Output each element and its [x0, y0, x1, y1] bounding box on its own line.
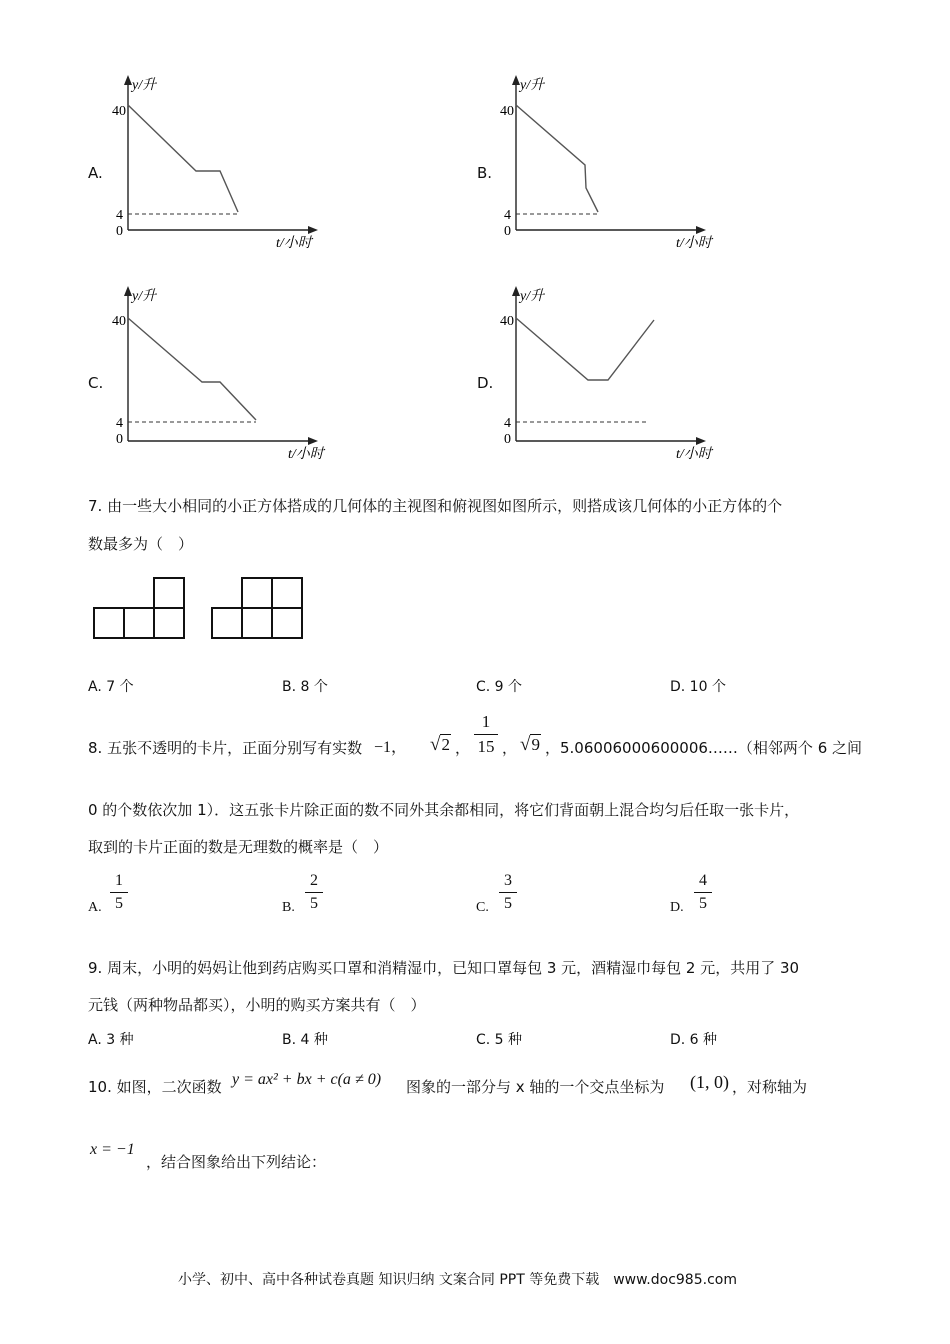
q10-text-prefix: 10. 如图，二次函数: [88, 1078, 222, 1096]
q8-choice-b-fraction: 2 5: [305, 872, 323, 913]
q9-text-line2: 元钱（两种物品都买），小明的购买方案共有（ ）: [88, 996, 426, 1014]
graph-option-c: [110, 283, 330, 468]
q8-choice-a-fraction: 1 5: [110, 872, 128, 913]
q8-text-prefix: 8. 五张不透明的卡片，正面分别写有实数: [88, 739, 363, 757]
y-axis-label: y/升: [132, 289, 157, 304]
front-view: [94, 578, 184, 638]
y-axis-label: y/升: [520, 78, 545, 93]
q9-text-line1: 9. 周末，小明的妈妈让他到药店购买口罩和消精湿巾，已知口罩每包 3 元，酒精湿巾每包 2 元，共用了 30: [88, 959, 800, 977]
graph-option-b: [498, 72, 718, 257]
origin-label: 0: [116, 224, 123, 239]
q8-neg-one: −1，: [374, 739, 408, 756]
q9-choice-c: C. 5 种: [476, 1032, 523, 1048]
q10-point: (1, 0): [690, 1072, 729, 1092]
origin-label: 0: [504, 432, 511, 447]
t-axis-label: t/小时: [288, 447, 324, 462]
graph-option-a: [110, 72, 330, 257]
t-axis-label: t/小时: [276, 236, 312, 251]
t-axis-label: t/小时: [676, 236, 712, 251]
tick-4: 4: [504, 416, 511, 431]
tick-40: 40: [112, 104, 126, 119]
q7-choice-a: A. 7 个: [88, 679, 134, 695]
q10-axis: x = −1: [90, 1141, 135, 1158]
option-c-label: C.: [88, 374, 104, 392]
q8-choice-b-letter: B.: [282, 900, 295, 915]
q8-choice-d-fraction: 4 5: [694, 872, 712, 913]
q10-text-end: ，对称轴为: [732, 1078, 808, 1096]
q7-text-line2: 数最多为（ ）: [88, 535, 194, 553]
q8-choice-c-letter: C.: [476, 900, 489, 915]
q8-text-suffix: ，5.06006000600006……（相邻两个 6 之间: [545, 739, 863, 757]
option-d-label: D.: [477, 374, 494, 392]
option-b-label: B.: [477, 164, 493, 182]
y-axis-label: y/升: [132, 78, 157, 93]
page-footer: 小学、初中、高中各种试卷真题 知识归纳 文案合同 PPT 等免费下载 www.doc985.com: [178, 1272, 737, 1288]
tick-4: 4: [504, 208, 511, 223]
q8-comma: ，: [455, 739, 471, 757]
tick-40: 40: [500, 104, 514, 119]
q7-choice-b: B. 8 个: [282, 679, 328, 695]
tick-40: 40: [112, 314, 126, 329]
q9-choice-d: D. 6 种: [670, 1032, 718, 1048]
option-a-label: A.: [88, 164, 103, 182]
q7-choice-c: C. 9 个: [476, 679, 523, 695]
origin-label: 0: [116, 432, 123, 447]
q8-sqrt9: √9: [520, 734, 540, 755]
q7-views-figure: [90, 574, 310, 642]
q8-text-line3: 取到的卡片正面的数是无理数的概率是（ ）: [88, 838, 389, 856]
q8-choice-d-letter: D.: [670, 900, 684, 915]
graph-option-d: [498, 283, 718, 468]
q8-comma: ，: [502, 739, 518, 757]
tick-40: 40: [500, 314, 514, 329]
q7-choice-d: D. 10 个: [670, 679, 726, 695]
q10-text-line2: ，结合图象给出下列结论：: [146, 1153, 327, 1171]
top-view: [212, 578, 302, 638]
tick-4: 4: [116, 416, 123, 431]
q8-text-line2: 0 的个数依次加 1）．这五张卡片除正面的数不同外其余都相同，将它们背面朝上混合均匀后任取一张卡片，: [88, 801, 800, 819]
q10-text-mid: 图象的一部分与 x 轴的一个交点坐标为: [406, 1078, 665, 1096]
tick-4: 4: [116, 208, 123, 223]
q9-choice-b: B. 4 种: [282, 1032, 328, 1048]
y-axis-label: y/升: [520, 289, 545, 304]
t-axis-label: t/小时: [676, 447, 712, 462]
q8-sqrt2: √2: [430, 734, 450, 755]
q9-choice-a: A. 3 种: [88, 1032, 134, 1048]
q7-text-line1: 7. 由一些大小相同的小正方体搭成的几何体的主视图和俯视图如图所示，则搭成该几何体的小正方体的个: [88, 497, 783, 515]
origin-label: 0: [504, 224, 511, 239]
q8-fraction-1-15: 1 15: [474, 712, 498, 757]
q10-formula: y = ax² + bx + c(a ≠ 0): [232, 1071, 382, 1088]
q8-choice-a-letter: A.: [88, 900, 102, 915]
q8-choice-c-fraction: 3 5: [499, 872, 517, 913]
